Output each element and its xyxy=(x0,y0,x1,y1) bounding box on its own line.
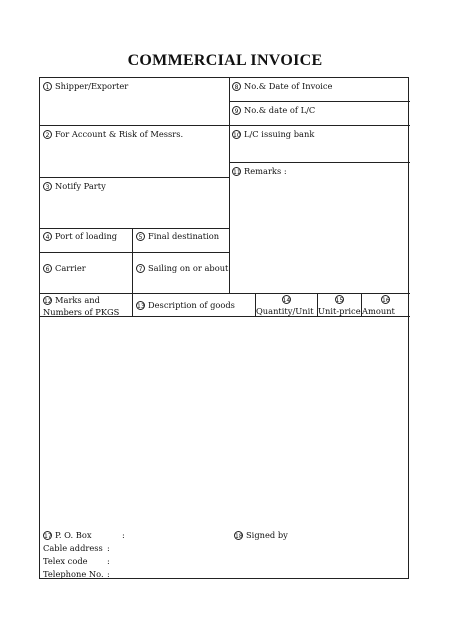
lc-bank-label xyxy=(232,129,314,139)
divider xyxy=(40,177,229,178)
carrier-text: Carrier xyxy=(55,263,86,273)
shipper-label xyxy=(43,81,128,91)
lc-no-date-text: No.& date of L/C xyxy=(244,105,316,115)
unit-price-header: Unit-price xyxy=(318,306,361,316)
port-loading-label xyxy=(43,231,117,241)
number-badge: 7 xyxy=(136,264,145,273)
description-header xyxy=(136,300,235,310)
remarks-label xyxy=(232,166,287,176)
cable-address-label: Cable address xyxy=(43,543,103,553)
quantity-header: Quantity/Unit xyxy=(256,306,314,316)
number-badge: 9 xyxy=(232,106,241,115)
number-badge: 10 xyxy=(233,132,241,139)
po-box-label xyxy=(43,530,92,540)
signed-by-text: Signed by xyxy=(246,530,288,540)
number-badge: 3 xyxy=(43,182,52,191)
marks-header-line2: Numbers of PKGS xyxy=(43,307,120,317)
number-badge: 13 xyxy=(137,303,145,310)
document-title: COMMERCIAL INVOICE xyxy=(127,52,323,69)
po-box-colon: : xyxy=(122,530,125,540)
notify-party-label xyxy=(43,181,106,191)
number-badge: 6 xyxy=(43,264,52,273)
description-header-text: Description of goods xyxy=(148,300,235,310)
number-badge: 16 xyxy=(382,297,390,304)
divider xyxy=(132,228,133,293)
sailing-label xyxy=(136,263,228,273)
account-risk-label xyxy=(43,129,183,139)
number-badge: 14 xyxy=(282,297,291,304)
divider xyxy=(229,125,410,126)
invoice-no-date-text: No.& Date of Invoice xyxy=(244,81,333,91)
cable-colon: : xyxy=(107,543,110,553)
number-badge: 5 xyxy=(136,232,145,241)
lc-bank-text: L/C issuing bank xyxy=(244,129,315,139)
number-badge: 4 xyxy=(43,232,52,241)
divider xyxy=(40,228,229,229)
final-destination-label xyxy=(136,231,219,241)
number-badge: 11 xyxy=(233,169,241,176)
telex-code-label: Telex code xyxy=(43,556,88,566)
marks-header xyxy=(43,295,100,305)
sailing-text: Sailing on or about xyxy=(148,263,229,273)
telephone-label: Telephone No. xyxy=(43,569,104,579)
remarks-text: Remarks : xyxy=(244,166,287,176)
number-badge: 2 xyxy=(43,130,52,139)
signed-by-label xyxy=(234,530,288,540)
number-badge: 12 xyxy=(44,298,52,305)
number-badge: 18 xyxy=(235,533,243,540)
notify-party-text: Notify Party xyxy=(55,181,106,191)
account-risk-text: For Account & Risk of Messrs. xyxy=(55,129,184,139)
telex-colon: : xyxy=(107,556,110,566)
invoice-form xyxy=(39,77,409,579)
telephone-colon: : xyxy=(107,569,110,579)
number-badge: 1 xyxy=(43,82,52,91)
carrier-label xyxy=(43,263,86,273)
shipper-text: Shipper/Exporter xyxy=(55,81,129,91)
divider xyxy=(132,293,133,316)
po-box-text: P. O. Box xyxy=(55,530,92,540)
number-badge: 17 xyxy=(44,533,52,540)
amount-header: Amount xyxy=(362,306,395,316)
quantity-number xyxy=(257,294,315,304)
divider xyxy=(229,101,410,102)
invoice-no-date-label xyxy=(232,81,332,91)
number-badge: 15 xyxy=(335,297,344,304)
divider xyxy=(40,252,229,253)
unit-price-number xyxy=(318,294,360,304)
lc-no-date-label xyxy=(232,105,315,115)
divider xyxy=(40,125,229,126)
number-badge: 8 xyxy=(232,82,241,91)
port-loading-text: Port of loading xyxy=(55,231,118,241)
final-destination-text: Final destination xyxy=(148,231,220,241)
divider xyxy=(229,78,230,293)
amount-number xyxy=(362,294,409,304)
divider xyxy=(229,162,410,163)
marks-header-line1: Marks and xyxy=(55,295,100,305)
